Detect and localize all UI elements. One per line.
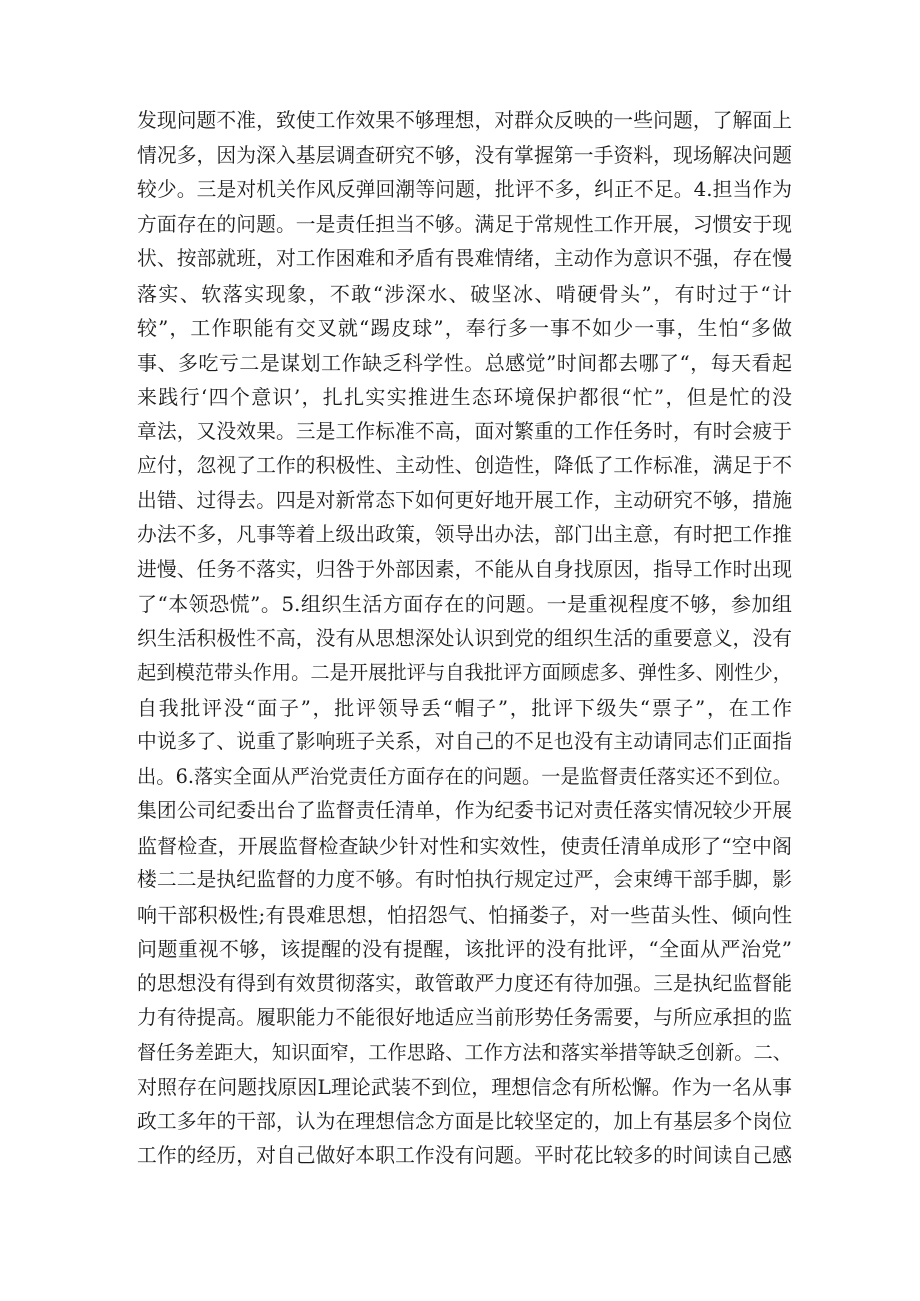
text-line: 起到模范带头作用。二是开展批评与自我批评方面顾虑多、弹性多、刚性少， [137,661,792,684]
text-line: 监督检查，开展监督检查缺少针对性和实效性，使责任清单成形了“空中阁 [137,833,792,858]
text-line: 响干部积极性;有畏难思想，怕招怨气、怕捅娄子，对一些苗头性、倾向性 [137,902,792,927]
text-line: 情况多，因为深入基层调查研究不够，没有掌握第一手资料，现场解决问题 [137,143,792,167]
text-line: 章法，又没效果。三是工作标准不高，面对繁重的工作任务时，有时会疲于 [137,419,792,443]
text-line: 工作的经历，对自己做好本职工作没有问题。平时花比较多的时间读自己感 [137,1144,792,1167]
text-line: 集团公司纪委出台了监督责任清单，作为纪委书记对责任落实情况较少开展 [137,799,792,822]
text-line: 较”，工作职能有交叉就“踢皮球”，奉行多一事不如少一事，生怕“多做 [137,316,792,340]
text-line: 出。6.落实全面从严治党责任方面存在的问题。一是监督责任落实还不到位。 [137,764,792,788]
text-line: 问题重视不够，该提醒的没有提醒，该批评的没有批评，“全面从严治党” [137,937,792,961]
text-line: 事、多吃亏二是谋划工作缺乏科学性。总感觉”时间都去哪了“，每天看起 [137,350,792,375]
text-line: 应付，忽视了工作的积极性、主动性、创造性，降低了工作标准，满足于不 [137,454,792,477]
text-line: 中说多了、说重了影响班子关系，对自己的不足也没有主动请同志们正面指 [137,730,792,753]
text-line: 进慢、任务不落实，归咎于外部因素，不能从自身找原因，指导工作时出现 [137,557,792,581]
text-line: 办法不多，凡事等着上级出政策，领导出办法，部门出主意，有时把工作推 [137,523,792,546]
text-line: 楼二二是执纪监督的力度不够。有时怕执行规定过严，会束缚干部手脚，影 [137,868,792,891]
text-line: 出错、过得去。四是对新常态下如何更好地开展工作，主动研究不够，措施 [137,488,792,512]
text-line: 状、按部就班，对工作困难和矛盾有畏难情绪，主动作为意识不强，存在慢 [137,247,792,270]
text-line: 发现问题不准，致使工作效果不够理想，对群众反映的一些问题，了解面上 [137,109,792,132]
text-line: 落实、软落实现象，不敢“涉深水、破坚冰、啃硬骨头”，有时过于“计 [137,281,792,306]
text-line: 督任务差距大，知识面窄，工作思路、工作方法和落实举措等缺乏创新。二、 [137,1040,792,1064]
text-line: 较少。三是对机关作风反弹回潮等问题，批评不多，纠正不足。4.担当作为 [137,178,792,201]
text-line: 来践行‘四个意识’，扎扎实实推进生态环境保护都很“忙”，但是忙的没 [137,385,792,409]
text-line: 了“本领恐慌”。5.组织生活方面存在的问题。一是重视程度不够，参加组 [137,592,792,616]
text-line: 对照存在问题找原因L理论武装不到位，理想信念有所松懈。作为一名从事 [137,1075,792,1099]
text-line: 的思想没有得到有效贯彻落实，敢管敢严力度还有待加强。三是执纪监督能 [137,971,792,995]
document-body-text [137,104,792,1174]
text-line: 方面存在的问题。一是责任担当不够。满足于常规性工作开展，习惯安于现 [137,212,792,236]
text-line: 自我批评没“面子”，批评领导丢“帽子”，批评下级失“票子”，在工作 [137,695,792,720]
text-line: 政工多年的干部，认为在理想信念方面是比较坚定的，加上有基层多个岗位 [137,1109,792,1133]
text-line: 织生活积极性不高，没有从思想深处认识到党的组织生活的重要意义，没有 [137,626,792,650]
text-line: 力有待提高。履职能力不能很好地适应当前形势任务需要，与所应承担的监 [137,1006,792,1029]
